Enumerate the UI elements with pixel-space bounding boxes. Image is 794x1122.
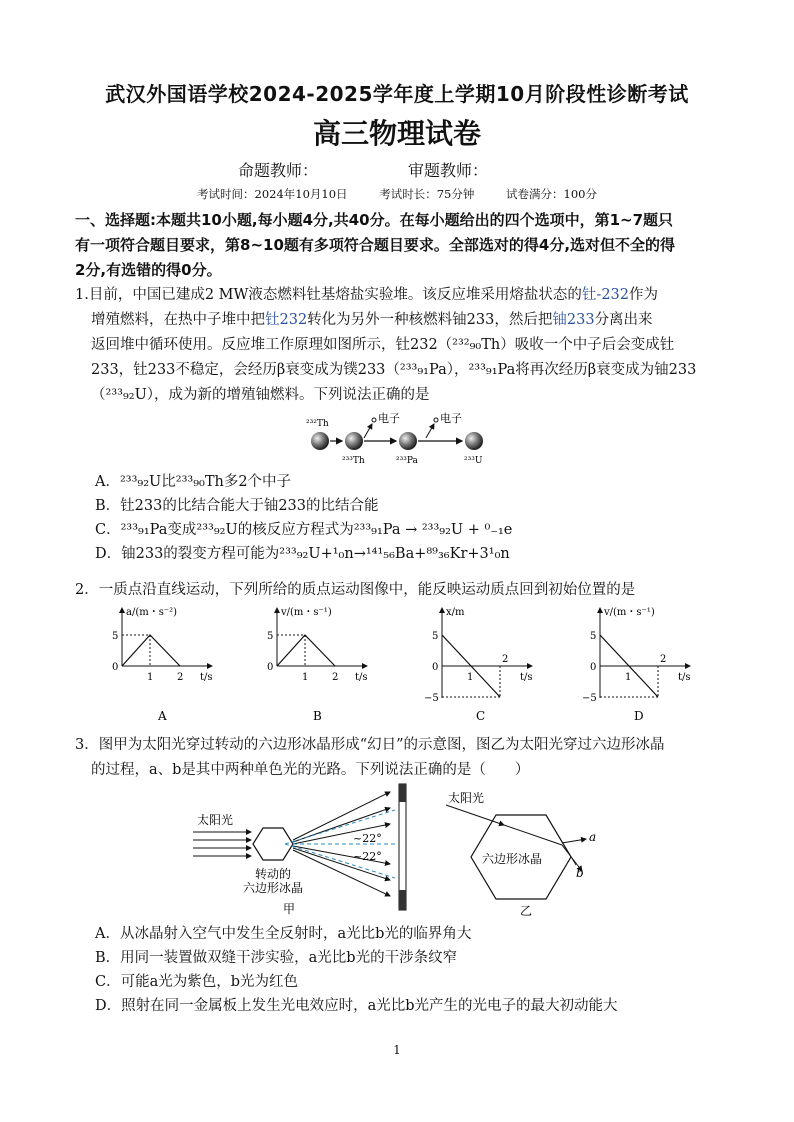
yi-sunlight-label: 太阳光 [448, 791, 485, 805]
graph-b-caption: B [313, 709, 322, 723]
exam-duration: 考试时长：75分钟 [379, 187, 475, 201]
graph-c-x1: 1 [467, 672, 474, 683]
graph-a [112, 607, 213, 723]
th232-nucleus [311, 432, 329, 450]
jia-crystal-label-2: 六边形冰晶 [243, 881, 304, 895]
exam-time: 考试时间：2024年10月10日 [197, 187, 348, 201]
link-thorium232-b[interactable]: 钍232 [265, 312, 308, 328]
paper-subtitle: 高三物理试卷 [312, 117, 481, 150]
label-electron-2: 电子 [440, 412, 462, 425]
q1-option-b[interactable]: B．钍233的比结合能大于铀233的比结合能 [95, 498, 379, 514]
graph-c-zero: 0 [432, 662, 439, 673]
yi-ray-b: b [576, 866, 584, 880]
q1-line-5: （²³³₉₂U），成为新的增殖铀燃料。下列说法正确的是 [91, 387, 430, 403]
graph-c-caption: C [476, 709, 486, 723]
q3-option-b[interactable]: B．用同一装置做双缝干涉实验，a光比b光的干涉条纹窄 [95, 950, 458, 966]
jia-crystal-label-1: 转动的 [255, 867, 292, 881]
section-line-2: 有一项符合题目要求，第8~10题有多项符合题目要求。全部选对的得4分,选对但不全的得 [75, 236, 676, 254]
full-score: 试卷满分：100分 [506, 187, 597, 201]
graph-b [267, 607, 368, 723]
graph-d-caption: D [634, 709, 644, 723]
yi-ray-a: a [589, 830, 597, 844]
section-line-3: 2分,有选错的得0分。 [75, 261, 222, 279]
exam-title: 武汉外国语学校2024-2025学年度上学期10月阶段性诊断考试 [105, 82, 689, 106]
yi-crystal-label: 六边形冰晶 [482, 852, 543, 866]
q1-reactor-figure [300, 408, 500, 468]
q1-line-1: 1.目前，中国已建成2 MW液态燃料钍基熔盐实验堆。该反应堆采用熔盐状态的钍-232作为 [75, 287, 658, 303]
graph-c-yneg: −5 [424, 693, 439, 704]
jia-angle-2: ~22° [353, 850, 382, 863]
jia-sunlight-label: 太阳光 [197, 813, 234, 827]
label-u233: ²³³U [464, 456, 483, 466]
graph-b-x2: 2 [332, 672, 339, 683]
label-electron-1: 电子 [378, 412, 400, 425]
graph-a-line [122, 635, 180, 666]
section-line-1: 一、选择题:本题共10小题,每小题4分,共40分。在每小题给出的四个选项中，第1~7题只 [75, 211, 674, 229]
graph-a-caption: A [158, 709, 167, 723]
graph-c-yval: 5 [432, 631, 439, 642]
graph-a-xlabel: t/s [200, 672, 213, 683]
graph-d-yneg: −5 [582, 693, 597, 704]
question-2-stem: 2．一质点沿直线运动，下列所给的质点运动图像中，能反映运动质点回到初始位置的是 [75, 582, 636, 598]
graph-d-x1: 1 [625, 672, 632, 683]
q1-option-d[interactable]: D．铀233的裂变方程可能为²³³₉₂U+¹₀n→¹⁴¹₅₆Ba+⁸⁹₃₆Kr+3¹₀n [95, 546, 510, 562]
graph-a-x1: 1 [147, 672, 154, 683]
graph-b-yval: 5 [267, 631, 274, 642]
u233-nucleus [465, 432, 483, 450]
graph-d-ylabel: v/(m・s⁻¹) [604, 607, 655, 618]
q3-figure-jia [185, 780, 425, 920]
graph-c-ylabel: x/m [446, 607, 465, 618]
graph-d-x2: 2 [660, 654, 667, 665]
yi-caption: 乙 [520, 904, 533, 918]
q1-option-c[interactable]: C．²³³₉₁Pa变成²³³₉₂U的核反应方程式为²³³₉₁Pa → ²³³₉₂U + ⁰₋₁e [95, 522, 513, 538]
graph-b-x1: 1 [302, 672, 309, 683]
jia-hexagon [253, 828, 293, 860]
q1-line-2: 增殖燃料，在热中子堆中把钍232转化为另外一种核燃料铀233，然后把铀233分离出来 [91, 312, 653, 328]
q3-line-1: 3．图甲为太阳光穿过转动的六边形冰晶形成“幻日”的示意图，图乙为太阳光穿过六边形冰晶 [75, 737, 665, 753]
graph-d-yval: 5 [590, 631, 597, 642]
graph-b-xlabel: t/s [355, 672, 368, 683]
q3-option-c[interactable]: C．可能a光为紫色，b光为红色 [95, 974, 299, 990]
exam-meta [0, 186, 794, 202]
question-1-stem [75, 283, 725, 408]
graph-d [582, 607, 691, 723]
graph-d-xlabel: t/s [678, 672, 691, 683]
reviewer-label: 审题教师： [408, 161, 489, 180]
q1-line-3: 返回堆中循环使用。反应堆工作原理如图所示，钍232（²³²₉₀Th）吸收一个中子后会变成钍 [91, 337, 675, 353]
q1-option-a[interactable]: A．²³³₉₂U比²³³₉₀Th多2个中子 [95, 474, 292, 490]
graph-c-xlabel: t/s [520, 672, 533, 683]
graph-b-line [277, 635, 335, 666]
q3-option-a[interactable]: A．从冰晶射入空气中发生全反射时，a光比b光的临界角大 [95, 926, 472, 942]
jia-caption: 甲 [283, 902, 296, 916]
q1-line-4: 233，钍233不稳定，会经历β衰变成为镤233（²³³₉₁Pa），²³³₉₁Pa将再次经历β衰变成为铀233 [91, 362, 697, 378]
link-uranium233[interactable]: 铀233 [552, 312, 595, 328]
question-3-stem [75, 733, 725, 783]
graph-b-ylabel: v/(m・s⁻¹) [281, 607, 332, 618]
label-th233: ²³³Th [342, 456, 365, 466]
q3-options [95, 922, 618, 1018]
q2-graphs [100, 602, 720, 724]
page-number: 1 [393, 1043, 401, 1057]
q3-figure-yi [436, 785, 611, 920]
graph-a-ylabel: a/(m・s⁻²) [126, 607, 178, 618]
graph-b-zero: 0 [267, 662, 274, 673]
q1-options [95, 470, 512, 566]
graph-a-zero: 0 [112, 662, 119, 673]
th233-nucleus [345, 432, 363, 450]
graph-c [424, 607, 533, 723]
pa233-nucleus [399, 432, 417, 450]
q3-option-d[interactable]: D．照射在同一金属板上发生光电效应时，a光比b光产生的光电子的最大初动能大 [95, 998, 618, 1014]
graph-a-yval: 5 [112, 631, 119, 642]
graph-d-zero: 0 [590, 662, 597, 673]
author-label: 命题教师： [238, 161, 319, 180]
graph-a-x2: 2 [177, 672, 184, 683]
jia-angle-1: ~22° [353, 832, 382, 845]
q3-line-2: 的过程，a、b是其中两种单色光的光路。下列说法正确的是（ ） [91, 762, 530, 778]
label-pa233: ²³³Pa [396, 456, 418, 466]
section-instructions [75, 208, 715, 283]
link-thorium232[interactable]: 钍-232 [581, 287, 629, 303]
label-th232: ²³²Th [306, 419, 329, 429]
graph-c-x2: 2 [502, 654, 509, 665]
